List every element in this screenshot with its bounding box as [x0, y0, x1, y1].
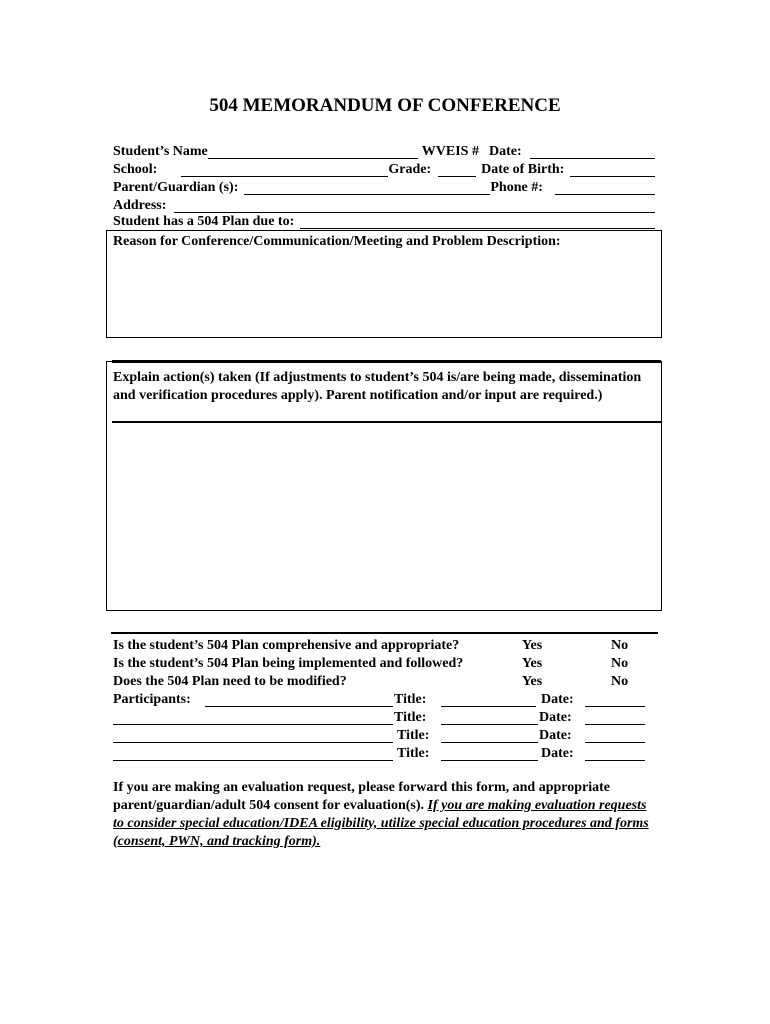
page-title: 504 MEMORANDUM OF CONFERENCE	[209, 95, 561, 116]
date-label: Date:	[539, 710, 572, 725]
participant-title-field[interactable]	[441, 705, 536, 707]
participants-label: Participants:	[113, 692, 191, 707]
evaluation-note	[113, 779, 658, 851]
participant-title-field[interactable]	[441, 741, 538, 743]
no-option[interactable]: No	[611, 638, 629, 653]
plan-due-field[interactable]	[300, 214, 655, 229]
student-info-row	[113, 143, 657, 161]
action-heading: Explain action(s) taken (If adjustments to student’s 504 is/are being made, dissemination and verification procedures apply). Parent notification and/or input are required.)	[113, 370, 642, 403]
date-label: Date:	[541, 692, 574, 707]
phone-label: Phone #:	[490, 180, 543, 195]
participant-row	[113, 727, 653, 745]
grade-field[interactable]	[438, 162, 476, 177]
note-text: If you are making an evaluation request, please forward this form, and appropriate parent/guardian/adult 504 consent for evaluation(s).	[113, 780, 611, 813]
plan-due-row	[113, 213, 657, 231]
no-option[interactable]: No	[611, 656, 629, 671]
yes-option[interactable]: Yes	[522, 656, 543, 671]
parent-label: Parent/Guardian (s):	[113, 180, 239, 195]
date-field[interactable]	[530, 144, 655, 159]
title-label: Title:	[394, 710, 427, 725]
question-row	[113, 673, 653, 691]
yes-option[interactable]: Yes	[522, 674, 543, 689]
participant-row	[113, 709, 653, 727]
title-label: Title:	[394, 692, 427, 707]
date-label: Date:	[488, 144, 522, 159]
dob-label: Date of Birth:	[481, 162, 565, 177]
participant-row	[113, 745, 653, 763]
action-heading-rule	[112, 421, 661, 423]
grade-label: Grade:	[388, 162, 432, 177]
school-label: School:	[113, 162, 158, 177]
date-label: Date:	[539, 728, 572, 743]
reason-heading: Reason for Conference/Communication/Meeting and Problem Description:	[113, 234, 561, 249]
yes-option[interactable]: Yes	[522, 638, 543, 653]
participant-date-field[interactable]	[585, 723, 645, 725]
dob-field[interactable]	[570, 162, 655, 177]
title-label: Title:	[397, 746, 430, 761]
plan-due-label: Student has a 504 Plan due to:	[113, 214, 295, 229]
participant-row	[113, 691, 653, 709]
address-field[interactable]	[174, 198, 655, 213]
action-box[interactable]	[106, 361, 662, 611]
question-text: Is the student’s 504 Plan being implemented and followed?	[113, 656, 464, 671]
participant-title-field[interactable]	[441, 759, 538, 761]
wveis-label: WVEIS #	[421, 144, 479, 159]
student-name-label: Student’s Name	[113, 144, 208, 159]
no-option[interactable]: No	[611, 674, 629, 689]
title-label: Title:	[397, 728, 430, 743]
student-name-field[interactable]	[208, 144, 418, 159]
question-text: Is the student’s 504 Plan comprehensive and appropriate?	[113, 638, 460, 653]
participant-title-field[interactable]	[441, 723, 538, 725]
school-row	[113, 161, 657, 179]
participant-date-field[interactable]	[585, 759, 645, 761]
participant-name-field[interactable]	[113, 741, 393, 743]
questions-top-rule	[111, 632, 658, 634]
reason-box[interactable]	[106, 230, 662, 338]
action-top-rule	[112, 360, 661, 363]
phone-field[interactable]	[555, 180, 655, 195]
question-text: Does the 504 Plan need to be modified?	[113, 674, 347, 689]
participant-date-field[interactable]	[585, 741, 645, 743]
note-emphasis: If you are making evaluation requests to consider special education/IDEA eligibility, utilize special education procedures and forms (consent, PWN, and tracking form).	[113, 798, 649, 849]
participant-name-field[interactable]	[113, 759, 393, 761]
question-row	[113, 655, 653, 673]
participant-name-field[interactable]	[113, 723, 393, 725]
participant-name-field[interactable]	[205, 705, 393, 707]
school-field[interactable]	[181, 162, 388, 177]
participant-date-field[interactable]	[585, 705, 645, 707]
parent-field[interactable]	[244, 180, 490, 195]
question-row	[113, 637, 653, 655]
date-label: Date:	[541, 746, 574, 761]
address-label: Address:	[113, 198, 167, 213]
parent-row	[113, 179, 657, 197]
